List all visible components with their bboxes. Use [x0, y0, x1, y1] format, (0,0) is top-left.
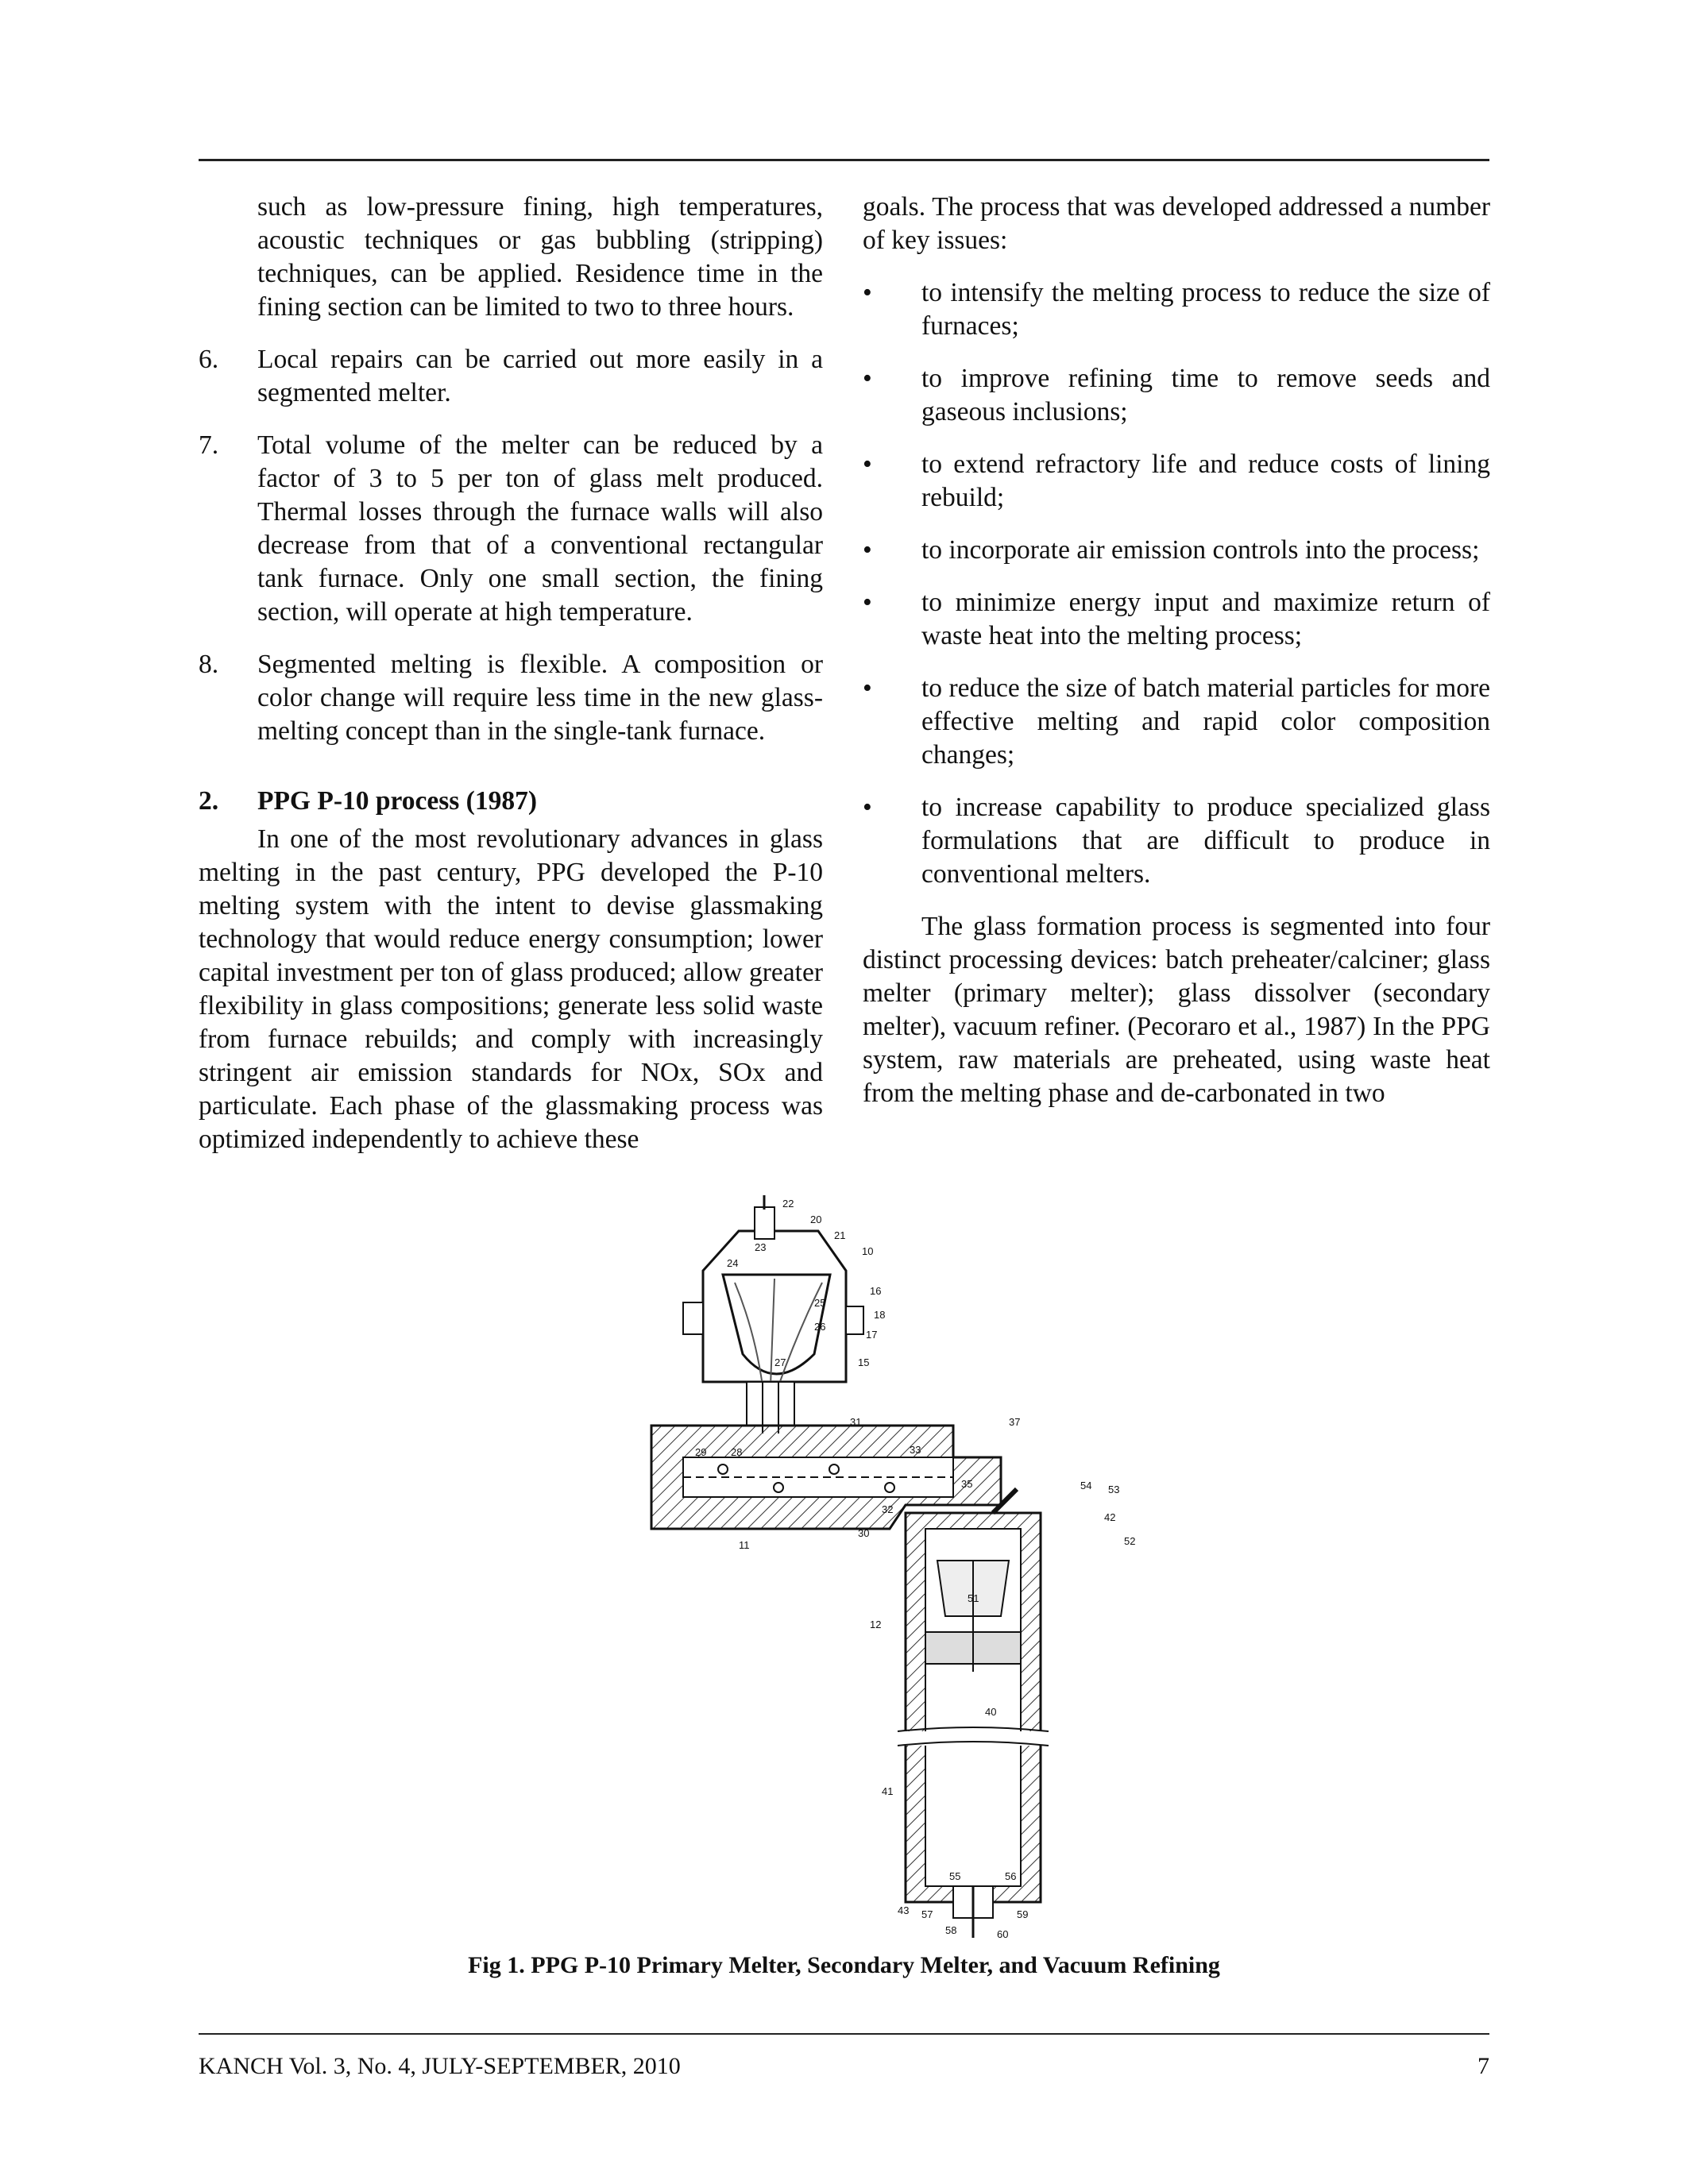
bullet-icon: • [863, 450, 872, 479]
top-rule [199, 159, 1489, 161]
label-31: 31 [850, 1416, 862, 1428]
item-text: Segmented melting is flexible. A composition or color change will require less time in the new glass-melting concept than in the single-tank furnace. [257, 650, 823, 746]
bullet-icon: • [863, 588, 872, 617]
heading-number: 2. [199, 786, 219, 816]
body-paragraph: In one of the most revolutionary advances in glass melting in the past century, PPG developed the P-10 melting system with the intent to devise glassmaking technology that would reduce energy consumption; lower capital investment per ton of glass produced; allow greater flexibility in glass compositions; generate less solid waste from furnace rebuilds; and comply with increasingly stringent air emission standards for NOx, SOx and particulate. Each phase of the glassmaking process was optimized independently to achieve these [199, 824, 823, 1154]
label-23: 23 [755, 1241, 767, 1253]
label-33: 33 [910, 1444, 921, 1456]
label-51: 51 [968, 1592, 979, 1604]
melter-diagram-svg [635, 1195, 1152, 1942]
label-42: 42 [1104, 1511, 1116, 1523]
label-55: 55 [949, 1870, 961, 1882]
item-number: 6. [199, 345, 219, 374]
item-text: Local repairs can be carried out more easily in a segmented melter. [257, 345, 823, 407]
label-27: 27 [774, 1356, 786, 1368]
figure-caption: Fig 1. PPG P-10 Primary Melter, Secondary Melter, and Vacuum Refining [468, 1952, 1220, 1978]
section-heading [199, 785, 823, 818]
label-57: 57 [921, 1908, 933, 1920]
bottom-rule [199, 2033, 1489, 2035]
page-number: 7 [1477, 2053, 1489, 2079]
intro-paragraph: goals. The process that was developed addressed a number of key issues: [863, 192, 1490, 255]
list-item: • to incorporate air emission controls into the process; [863, 534, 1490, 567]
label-60: 60 [997, 1928, 1009, 1940]
continued-paragraph: such as low-pressure fining, high temperatures, acoustic techniques or gas bubbling (stripping) techniques, can be applied. Residence time in the fining section can be limited to two to three hours. [257, 192, 823, 322]
label-21: 21 [834, 1229, 846, 1241]
label-40: 40 [985, 1706, 997, 1718]
label-54: 54 [1080, 1480, 1092, 1491]
item-number: 7. [199, 430, 219, 460]
left-column [199, 191, 823, 1156]
label-30: 30 [858, 1527, 870, 1539]
list-item: • to reduce the size of batch material particles for more effective melting and rapid color composition changes; [863, 673, 1490, 770]
label-56: 56 [1005, 1870, 1017, 1882]
label-43: 43 [898, 1904, 910, 1916]
label-28: 28 [731, 1446, 743, 1458]
heading-text: PPG P-10 process (1987) [257, 786, 537, 816]
label-10: 10 [862, 1245, 874, 1257]
list-item-6 [199, 343, 823, 410]
label-22: 22 [782, 1198, 794, 1210]
list-item: • to improve refining time to remove seeds and gaseous inclusions; [863, 364, 1490, 426]
label-15: 15 [858, 1356, 870, 1368]
label-37: 37 [1009, 1416, 1021, 1428]
list-item-8 [199, 648, 823, 748]
bullet-icon: • [863, 535, 872, 565]
label-59: 59 [1017, 1908, 1029, 1920]
label-58: 58 [945, 1924, 957, 1936]
bullet-icon: • [863, 278, 872, 307]
item-text: Total volume of the melter can be reduced by a factor of 3 to 5 per ton of glass melt produced. Thermal losses through the furnace walls will also decrease from that of a conventional rectangular tank furnace. Only one small section, the fining section, will operate at high temperature. [257, 430, 823, 627]
right-column [863, 191, 1490, 1110]
body-paragraph: The glass formation process is segmented into four distinct processing devices: batch preheater/calciner; glass melter (primary melter); glass dissolver (secondary melter), vacuum refiner. (Pecoraro et al., 1987) In the PPG system, raw materials are preheated, using waste heat from the melting phase and de-carbonated in two [863, 912, 1490, 1108]
label-17: 17 [866, 1329, 878, 1341]
label-11: 11 [739, 1539, 750, 1551]
list-item: • to increase capability to produce specialized glass formulations that are difficult to produce in conventional melters. [863, 793, 1490, 889]
label-29: 29 [695, 1446, 707, 1458]
vacuum-refiner-column [898, 1489, 1049, 1938]
list-item-7 [199, 429, 823, 629]
item-number: 8. [199, 650, 219, 679]
bullet-icon: • [863, 793, 872, 822]
bullet-icon: • [863, 673, 872, 703]
label-35: 35 [961, 1478, 973, 1490]
label-52: 52 [1124, 1535, 1136, 1547]
melter-diagram [635, 1195, 1152, 1942]
label-25: 25 [814, 1297, 826, 1309]
label-16: 16 [870, 1285, 882, 1297]
label-24: 24 [727, 1257, 739, 1269]
label-18: 18 [874, 1309, 886, 1321]
label-41: 41 [882, 1785, 894, 1797]
label-20: 20 [810, 1214, 822, 1225]
journal-footer: KANCH Vol. 3, No. 4, JULY-SEPTEMBER, 2010 [199, 2053, 681, 2079]
list-item: • to minimize energy input and maximize return of waste heat into the melting process; [863, 588, 1490, 650]
label-32: 32 [882, 1503, 894, 1515]
list-item: • to intensify the melting process to reduce the size of furnaces; [863, 278, 1490, 341]
goals-list [863, 276, 1490, 891]
label-26: 26 [814, 1321, 826, 1333]
list-item: • to extend refractory life and reduce costs of lining rebuild; [863, 450, 1490, 512]
label-53: 53 [1108, 1484, 1120, 1495]
bullet-icon: • [863, 364, 872, 393]
label-12: 12 [870, 1619, 882, 1630]
